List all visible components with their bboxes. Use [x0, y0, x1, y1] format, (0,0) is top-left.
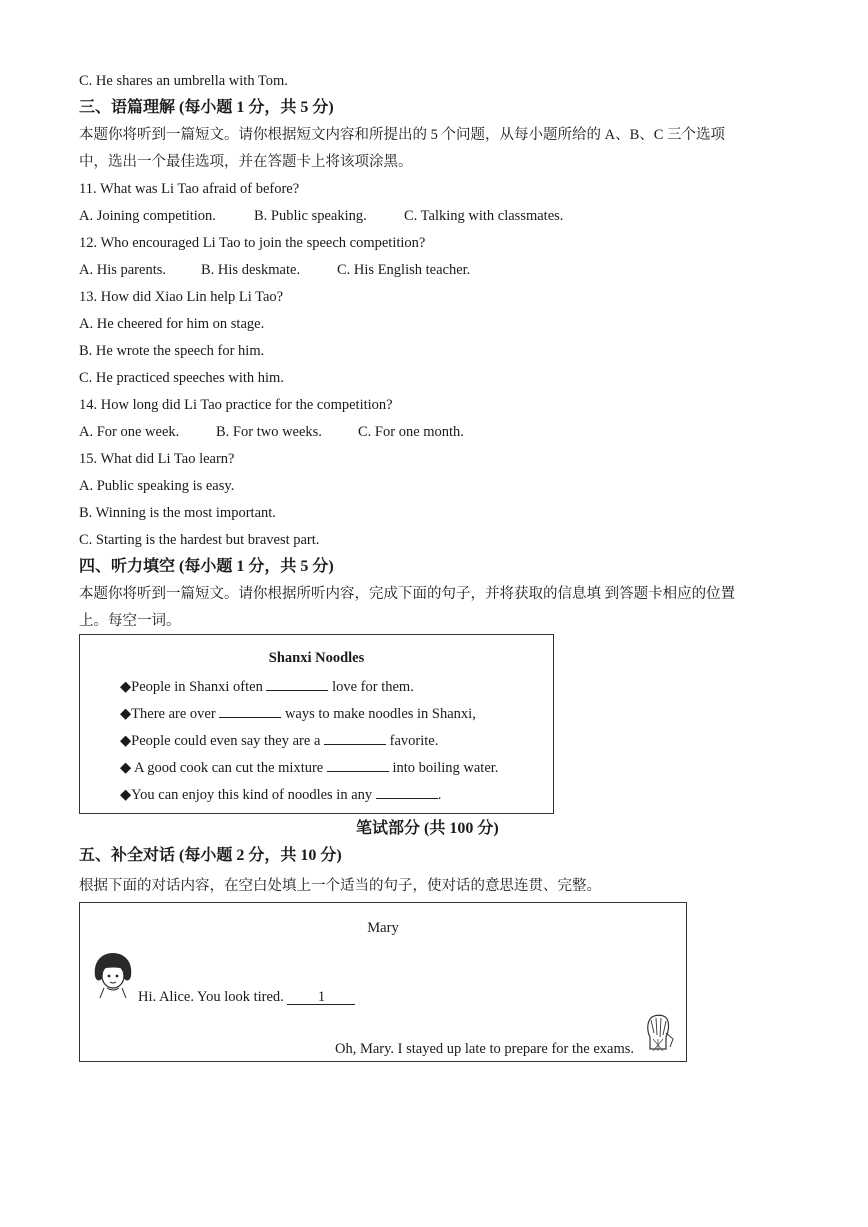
fill-item-2: ◆There are over ways to make noodles in Shanxi, [120, 703, 476, 723]
option-a: A. His parents. [79, 262, 166, 278]
question-14: 14. How long did Li Tao practice for the competition? [79, 397, 393, 413]
question-15: 15. What did Li Tao learn? [79, 451, 235, 467]
option-a: A. Public speaking is easy. [79, 478, 235, 494]
option-b: B. For two weeks. [216, 424, 322, 440]
fill-item-5: ◆You can enjoy this kind of noodles in any . [120, 784, 441, 804]
written-part-heading: 笔试部分 (共 100 分) [356, 820, 499, 837]
option-a: A. For one week. [79, 424, 180, 440]
fill-item-4: ◆ A good cook can cut the mixture into boiling water. [120, 757, 498, 777]
section3-instructions-2: 中，选出一个最佳选项，并在答题卡上将该项涂黑。 [79, 154, 413, 170]
fill-item-1: ◆People in Shanxi often love for them. [120, 676, 414, 696]
option-c: C. Talking with classmates. [404, 208, 564, 224]
option-a: A. He cheered for him on stage. [79, 316, 265, 332]
dialogue-line-1: Hi. Alice. You look tired. 1 [138, 988, 355, 1006]
alice-avatar-icon [640, 1013, 676, 1053]
option-c: C. His English teacher. [337, 262, 471, 278]
fill-item-3: ◆People could even say they are a favorite. [120, 730, 438, 750]
option-b: B. His deskmate. [201, 262, 301, 278]
section4-heading: 四、听力填空 (每小题 1 分，共 5 分) [79, 558, 334, 575]
answer-blank[interactable] [327, 757, 389, 772]
box-title: Shanxi Noodles [268, 650, 365, 666]
question-11-options [79, 207, 563, 225]
option-a: A. Joining competition. [79, 208, 216, 224]
option-c: C. For one month. [358, 424, 464, 440]
answer-blank[interactable] [219, 703, 281, 718]
section5-instructions: 根据下面的对话内容，在空白处填上一个适当的句子，使对话的意思连贯、完整。 [79, 878, 601, 894]
option-c: C. Starting is the hardest but bravest part. [79, 532, 320, 548]
answer-blank[interactable] [324, 730, 386, 745]
question-11: 11. What was Li Tao afraid of before? [79, 181, 300, 197]
answer-blank[interactable] [376, 784, 438, 799]
option-c: C. He practiced speeches with him. [79, 370, 284, 386]
option-b: B. Public speaking. [254, 208, 367, 224]
option-b: B. He wrote the speech for him. [79, 343, 265, 359]
dialogue-line-2: Oh, Mary. I stayed up late to prepare for the exams. [334, 1041, 634, 1057]
section3-heading: 三、语篇理解 (每小题 1 分，共 5 分) [79, 99, 334, 116]
section4-instructions-1: 本题你将听到一篇短文。请你根据所听内容，完成下面的句子，并将获取的信息填 到答题卡相应的位置 [79, 586, 736, 602]
section5-heading: 五、补全对话 (每小题 2 分，共 10 分) [79, 847, 342, 864]
section4-instructions-2: 上。每空一词。 [79, 613, 181, 629]
prev-option-c: C. He shares an umbrella with Tom. [79, 73, 288, 89]
section3-instructions-1: 本题你将听到一篇短文。请你根据短文内容和所提出的 5 个问题，从每小题所给的 A、B、C 三个选项 [79, 127, 726, 143]
question-14-options [79, 423, 464, 441]
mary-avatar-icon [88, 951, 138, 999]
question-13: 13. How did Xiao Lin help Li Tao? [79, 289, 284, 305]
answer-blank[interactable] [266, 676, 328, 691]
noodles-box [79, 634, 554, 814]
dialogue-box [79, 902, 687, 1062]
option-b: B. Winning is the most important. [79, 505, 276, 521]
dialogue-blank-1[interactable]: 1 [287, 990, 355, 1005]
dialogue-title: Mary [367, 920, 399, 936]
question-12: 12. Who encouraged Li Tao to join the speech competition? [79, 235, 426, 251]
question-12-options [79, 261, 470, 279]
